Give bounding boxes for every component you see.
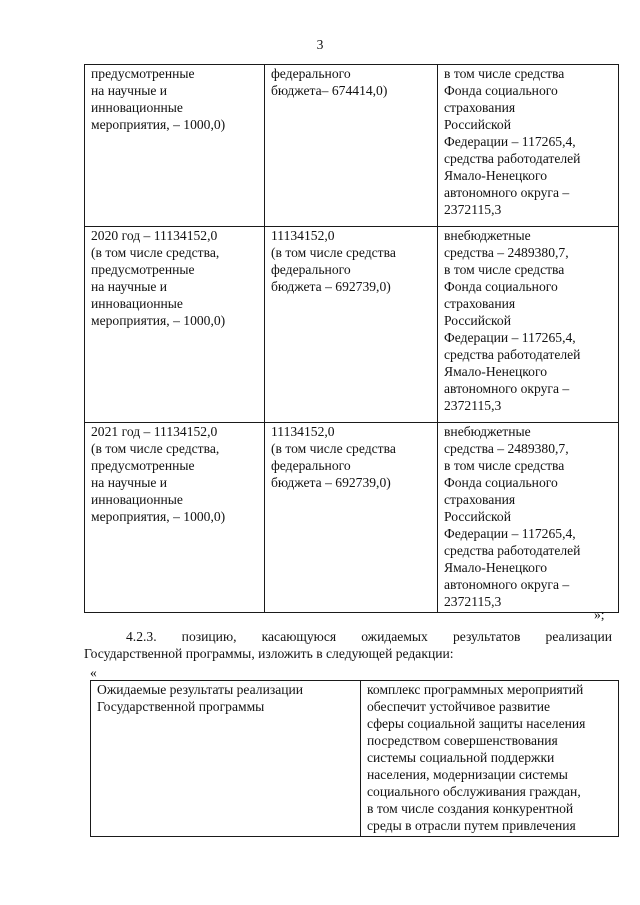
table-cell: 11134152,0 (в том числе средства федерального бюджета – 692739,0) xyxy=(265,423,438,613)
expected-results-table xyxy=(90,680,619,837)
table-cell: 11134152,0 (в том числе средства федерального бюджета – 692739,0) xyxy=(265,227,438,423)
amendment-paragraph xyxy=(84,628,612,662)
table-cell: предусмотренные на научные и инновационные мероприятия, – 1000,0) xyxy=(85,65,265,227)
paragraph-line-2: Государственной программы, изложить в следующей редакции: xyxy=(84,646,454,661)
paragraph-line-1: 4.2.3. позицию, касающуюся ожидаемых результатов реализации xyxy=(126,629,612,644)
page-number: 3 xyxy=(316,37,324,52)
funding-table xyxy=(84,64,619,613)
opening-quote: « xyxy=(90,665,97,680)
table-row xyxy=(85,423,619,613)
table-cell: 2020 год – 11134152,0 (в том числе средства, предусмотренные на научные и инновационные мероприятия, – 1000,0) xyxy=(85,227,265,423)
table-cell: 2021 год – 11134152,0 (в том числе средства, предусмотренные на научные и инновационные мероприятия, – 1000,0) xyxy=(85,423,265,613)
table-cell: федерального бюджета– 674414,0) xyxy=(265,65,438,227)
expected-results-value: комплекс программных мероприятий обеспечит устойчивое развитие сферы социальной защиты населения посредством совершенствования системы социальной поддержки населения, модернизации системы социального обслуживания граждан, в том числе создания конкурентной среды в отрасли путем привлечения xyxy=(361,681,619,837)
table-cell: в том числе средства Фонда социального страхования Российской Федерации – 117265,4, средства работодателей Ямало-Ненецкого автономного округа – 2372115,3 xyxy=(438,65,619,227)
table-cell: внебюджетные средства – 2489380,7, в том числе средства Фонда социального страхования Российской Федерации – 117265,4, средства работодателей Ямало-Ненецкого автономного округа – 2372115,3 xyxy=(438,423,619,613)
table-row xyxy=(85,227,619,423)
table-cell: внебюджетные средства – 2489380,7, в том числе средства Фонда социального страхования Российской Федерации – 117265,4, средства работодателей Ямало-Ненецкого автономного округа – 2372115,3 xyxy=(438,227,619,423)
table-row xyxy=(91,681,619,837)
table-row xyxy=(85,65,619,227)
closing-quote: »; xyxy=(594,607,605,622)
expected-results-label: Ожидаемые результаты реализации Государственной программы xyxy=(91,681,361,837)
